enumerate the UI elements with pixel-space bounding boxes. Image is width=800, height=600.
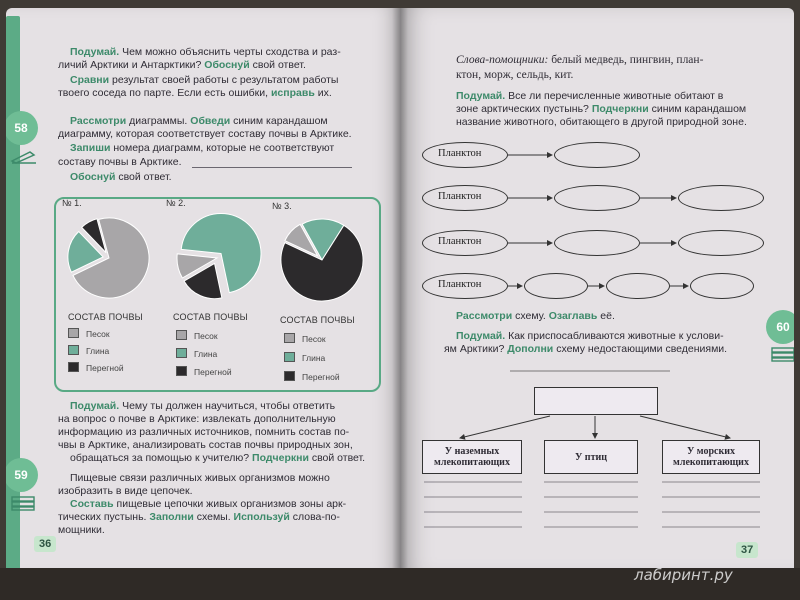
text: номера диаграмм, которые не соответствуют [113,142,335,154]
keyword: Озаглавь [548,310,598,322]
legend-label: Песок [194,331,218,341]
text: её. [600,310,615,322]
legend-swatch-sand [284,333,295,343]
scheme-box: У морских млекопитающих [662,440,760,474]
keyword: Дополни [507,343,554,355]
text: схему. [515,310,546,322]
keyword: Обоснуй [70,171,116,183]
text: Чему ты должен научиться, чтобы ответить [122,400,336,412]
legend-swatch-humus [176,366,187,376]
text: ям Арктики? [444,343,505,355]
task-number-badge: 60 [766,310,794,344]
legend-label: Перегной [302,372,340,382]
text: результат своей работы с результатом работы [112,74,339,86]
keyword: исправь [270,87,315,99]
text: на вопрос о почве в Арктике: извлекать дополнительную [58,413,336,425]
keyword: Подумай. [70,400,120,412]
books-icon [10,495,38,511]
left-page [6,8,400,574]
keyword: Подчеркни [252,452,309,464]
chart-label: № 1. [62,198,82,208]
text: их. [317,87,332,99]
text: свой ответ. [118,171,172,183]
scheme-box: У птиц [544,440,638,474]
scheme-box: У наземных млекопитающих [422,440,522,474]
legend-swatch-sand [176,330,187,340]
keyword: Сравни [70,74,110,86]
text: Все ли перечисленные животные обитают в [508,90,724,102]
text: тических пустынь. [58,511,147,523]
chart-label: № 2. [166,198,186,208]
legend-swatch-clay [176,348,187,358]
legend-label: Перегной [194,367,232,377]
books-icon [770,346,794,362]
keyword: Запиши [70,142,111,154]
legend-swatch-clay [284,352,295,362]
legend-label: Глина [194,349,218,359]
legend-label: Песок [86,329,110,339]
text: схемы. [196,511,231,523]
text: обращаться за помощью к учителю? [70,452,250,464]
keyword: Заполни [149,511,194,523]
watermark: лабиринт.ру [634,566,733,584]
legend-label: Перегной [86,363,124,373]
legend-title: СОСТАВ ПОЧВЫ [280,315,355,325]
page-number: 36 [34,536,56,552]
text: диаграмму, которая соответствует составу почвы в Арктике. [58,128,352,140]
legend-label: Песок [302,334,326,344]
text: свой ответ. [252,59,306,71]
legend-title: СОСТАВ ПОЧВЫ [68,312,143,322]
legend-label: Глина [302,353,326,363]
text: чвы в Арктике, анализировать состав почвы природных зон, [58,439,353,451]
keyword: Подумай. [456,330,506,342]
food-chain-arrows [400,8,794,574]
food-chain-start-label: Планктон [438,236,482,247]
text: свой ответ. [311,452,366,464]
food-chain-start-label: Планктон [438,191,482,202]
text: слова-по- [292,511,340,523]
text: твоего соседа по парте. Если есть ошибки, [58,87,269,99]
food-chain-start-label: Планктон [438,279,482,290]
legend-swatch-humus [284,371,295,381]
book-spine [392,8,408,574]
food-chain-start-label: Планктон [438,148,482,159]
text: Как приспосабливаются животные к услови- [508,330,724,342]
text: диаграммы. [129,115,188,127]
text: синим карандашом [233,115,328,127]
keyword: Составь [70,498,114,510]
legend-swatch-clay [68,345,79,355]
text: пищевые цепочки живых организмов зоны арк- [116,498,347,510]
helper-words-label: Слова-помощники: [456,54,549,66]
text: информацию из различных источников, помнить состав по- [58,426,350,438]
keyword: Подумай. [456,90,506,102]
text: схему недостающими сведениями. [556,343,728,355]
text: название животного, обитающего в другой природной зоне. [456,116,747,128]
text: личий Арктики и Антарктики? [58,59,202,71]
keyword: Рассмотри [456,310,513,322]
text: синим карандашом [651,103,747,115]
task-number-badge: 59 [6,458,38,492]
keyword: Подчеркни [591,103,649,115]
keyword: Обоснуй [204,59,250,71]
scheme-title-box[interactable] [534,387,658,415]
text: ктон, морж, сельдь, кит. [456,69,574,81]
text: составу почвы в Арктике. [58,156,182,168]
text: мощники. [58,524,105,536]
legend-swatch-sand [68,328,79,338]
right-page [400,8,794,574]
keyword: Используй [233,511,290,523]
keyword: Подумай. [70,46,120,58]
chart-label: № 3. [272,201,292,211]
text: Пищевые связи различных живых организмов можно [70,472,330,484]
task-number-badge: 58 [6,111,38,145]
text: белый медведь, пингвин, план- [551,54,704,66]
legend-label: Глина [86,346,110,356]
legend-swatch-humus [68,362,79,372]
legend-title: СОСТАВ ПОЧВЫ [173,312,248,322]
text: зоне арктических пустынь? [456,103,589,115]
text: изобразить в виде цепочек. [58,485,193,497]
page-number: 37 [736,542,758,558]
text: Чем можно объяснить черты сходства и раз- [122,46,341,58]
keyword: Обведи [190,115,231,127]
keyword: Рассмотри [70,115,127,127]
